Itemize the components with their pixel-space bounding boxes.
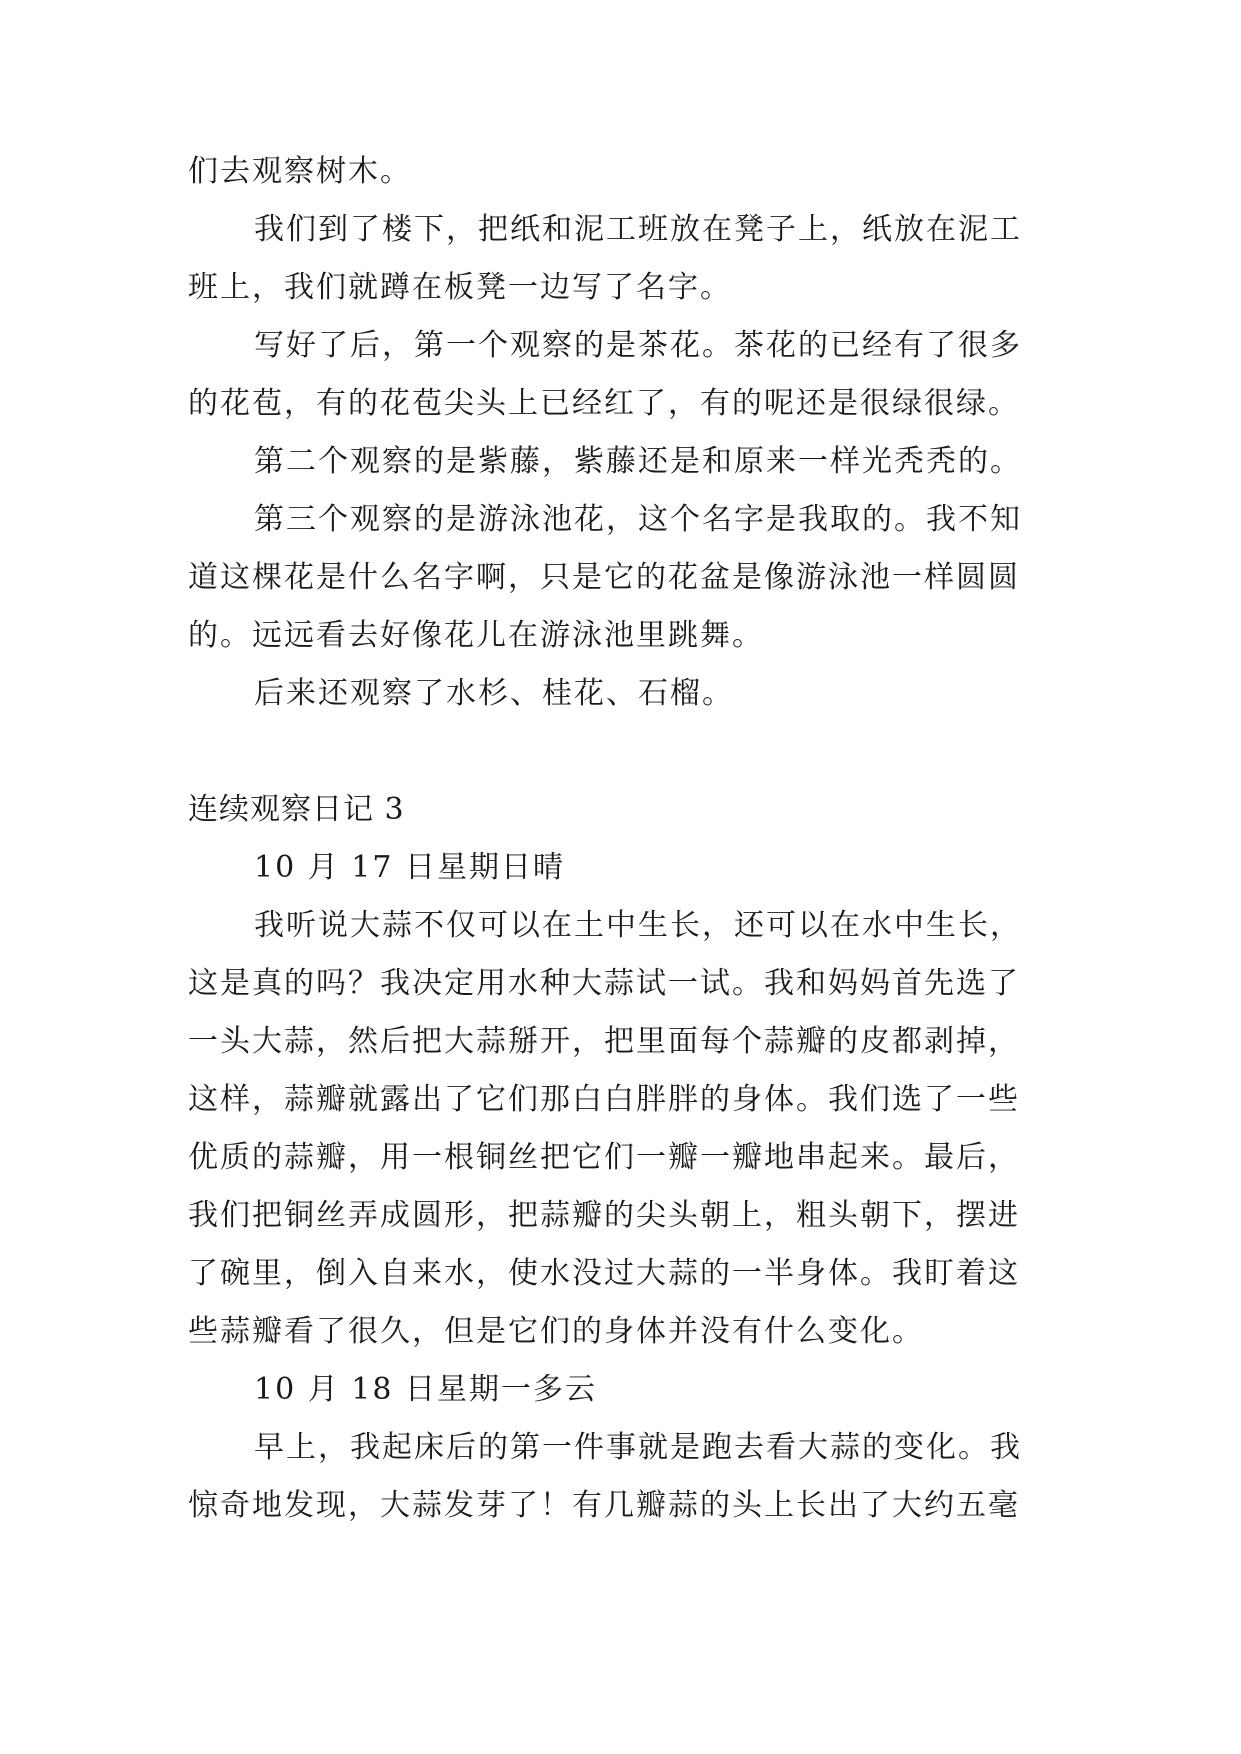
text-line: 些蒜瓣看了很久，但是它们的身体并没有什么变化。 <box>188 1314 924 1349</box>
text-line: 优质的蒜瓣，用一根铜丝把它们一瓣一瓣地串起来。最后， <box>188 1140 1020 1175</box>
date-line: 10 月 17 日星期日晴 <box>254 850 565 885</box>
text-line: 的花苞，有的花苞尖头上已经红了，有的呢还是很绿很绿。 <box>188 386 1020 421</box>
text-line: 道这棵花是什么名字啊，只是它的花盆是像游泳池一样圆圆 <box>188 560 1020 595</box>
text-line: 第二个观察的是紫藤，紫藤还是和原来一样光秃秃的。 <box>254 444 1022 479</box>
text-line: 这样，蒜瓣就露出了它们那白白胖胖的身体。我们选了一些 <box>188 1082 1020 1117</box>
text-line: 我听说大蒜不仅可以在土中生长，还可以在水中生长， <box>254 908 1022 943</box>
text-line: 班上，我们就蹲在板凳一边写了名字。 <box>188 270 732 305</box>
text-line: 后来还观察了水杉、桂花、石榴。 <box>254 676 734 711</box>
text-line: 写好了后，第一个观察的是茶花。茶花的已经有了很多 <box>254 328 1022 363</box>
text-line: 我们到了楼下，把纸和泥工班放在凳子上，纸放在泥工 <box>254 212 1022 247</box>
date-line: 10 月 18 日星期一多云 <box>254 1372 597 1407</box>
text-line: 这是真的吗？我决定用水种大蒜试一试。我和妈妈首先选了 <box>188 966 1020 1001</box>
text-line: 一头大蒜，然后把大蒜掰开，把里面每个蒜瓣的皮都剥掉， <box>188 1024 1020 1059</box>
text-line: 第三个观察的是游泳池花，这个名字是我取的。我不知 <box>254 502 1022 537</box>
text-line: 我们把铜丝弄成圆形，把蒜瓣的尖头朝上，粗头朝下，摆进 <box>188 1198 1020 1233</box>
text-line: 们去观察树木。 <box>188 154 412 189</box>
section-heading: 连续观察日记 3 <box>188 792 405 827</box>
text-line: 的。远远看去好像花儿在游泳池里跳舞。 <box>188 618 764 653</box>
text-line: 惊奇地发现，大蒜发芽了！有几瓣蒜的头上长出了大约五毫 <box>188 1488 1020 1523</box>
text-line: 早上，我起床后的第一件事就是跑去看大蒜的变化。我 <box>254 1430 1022 1465</box>
text-line: 了碗里，倒入自来水，使水没过大蒜的一半身体。我盯着这 <box>188 1256 1020 1291</box>
